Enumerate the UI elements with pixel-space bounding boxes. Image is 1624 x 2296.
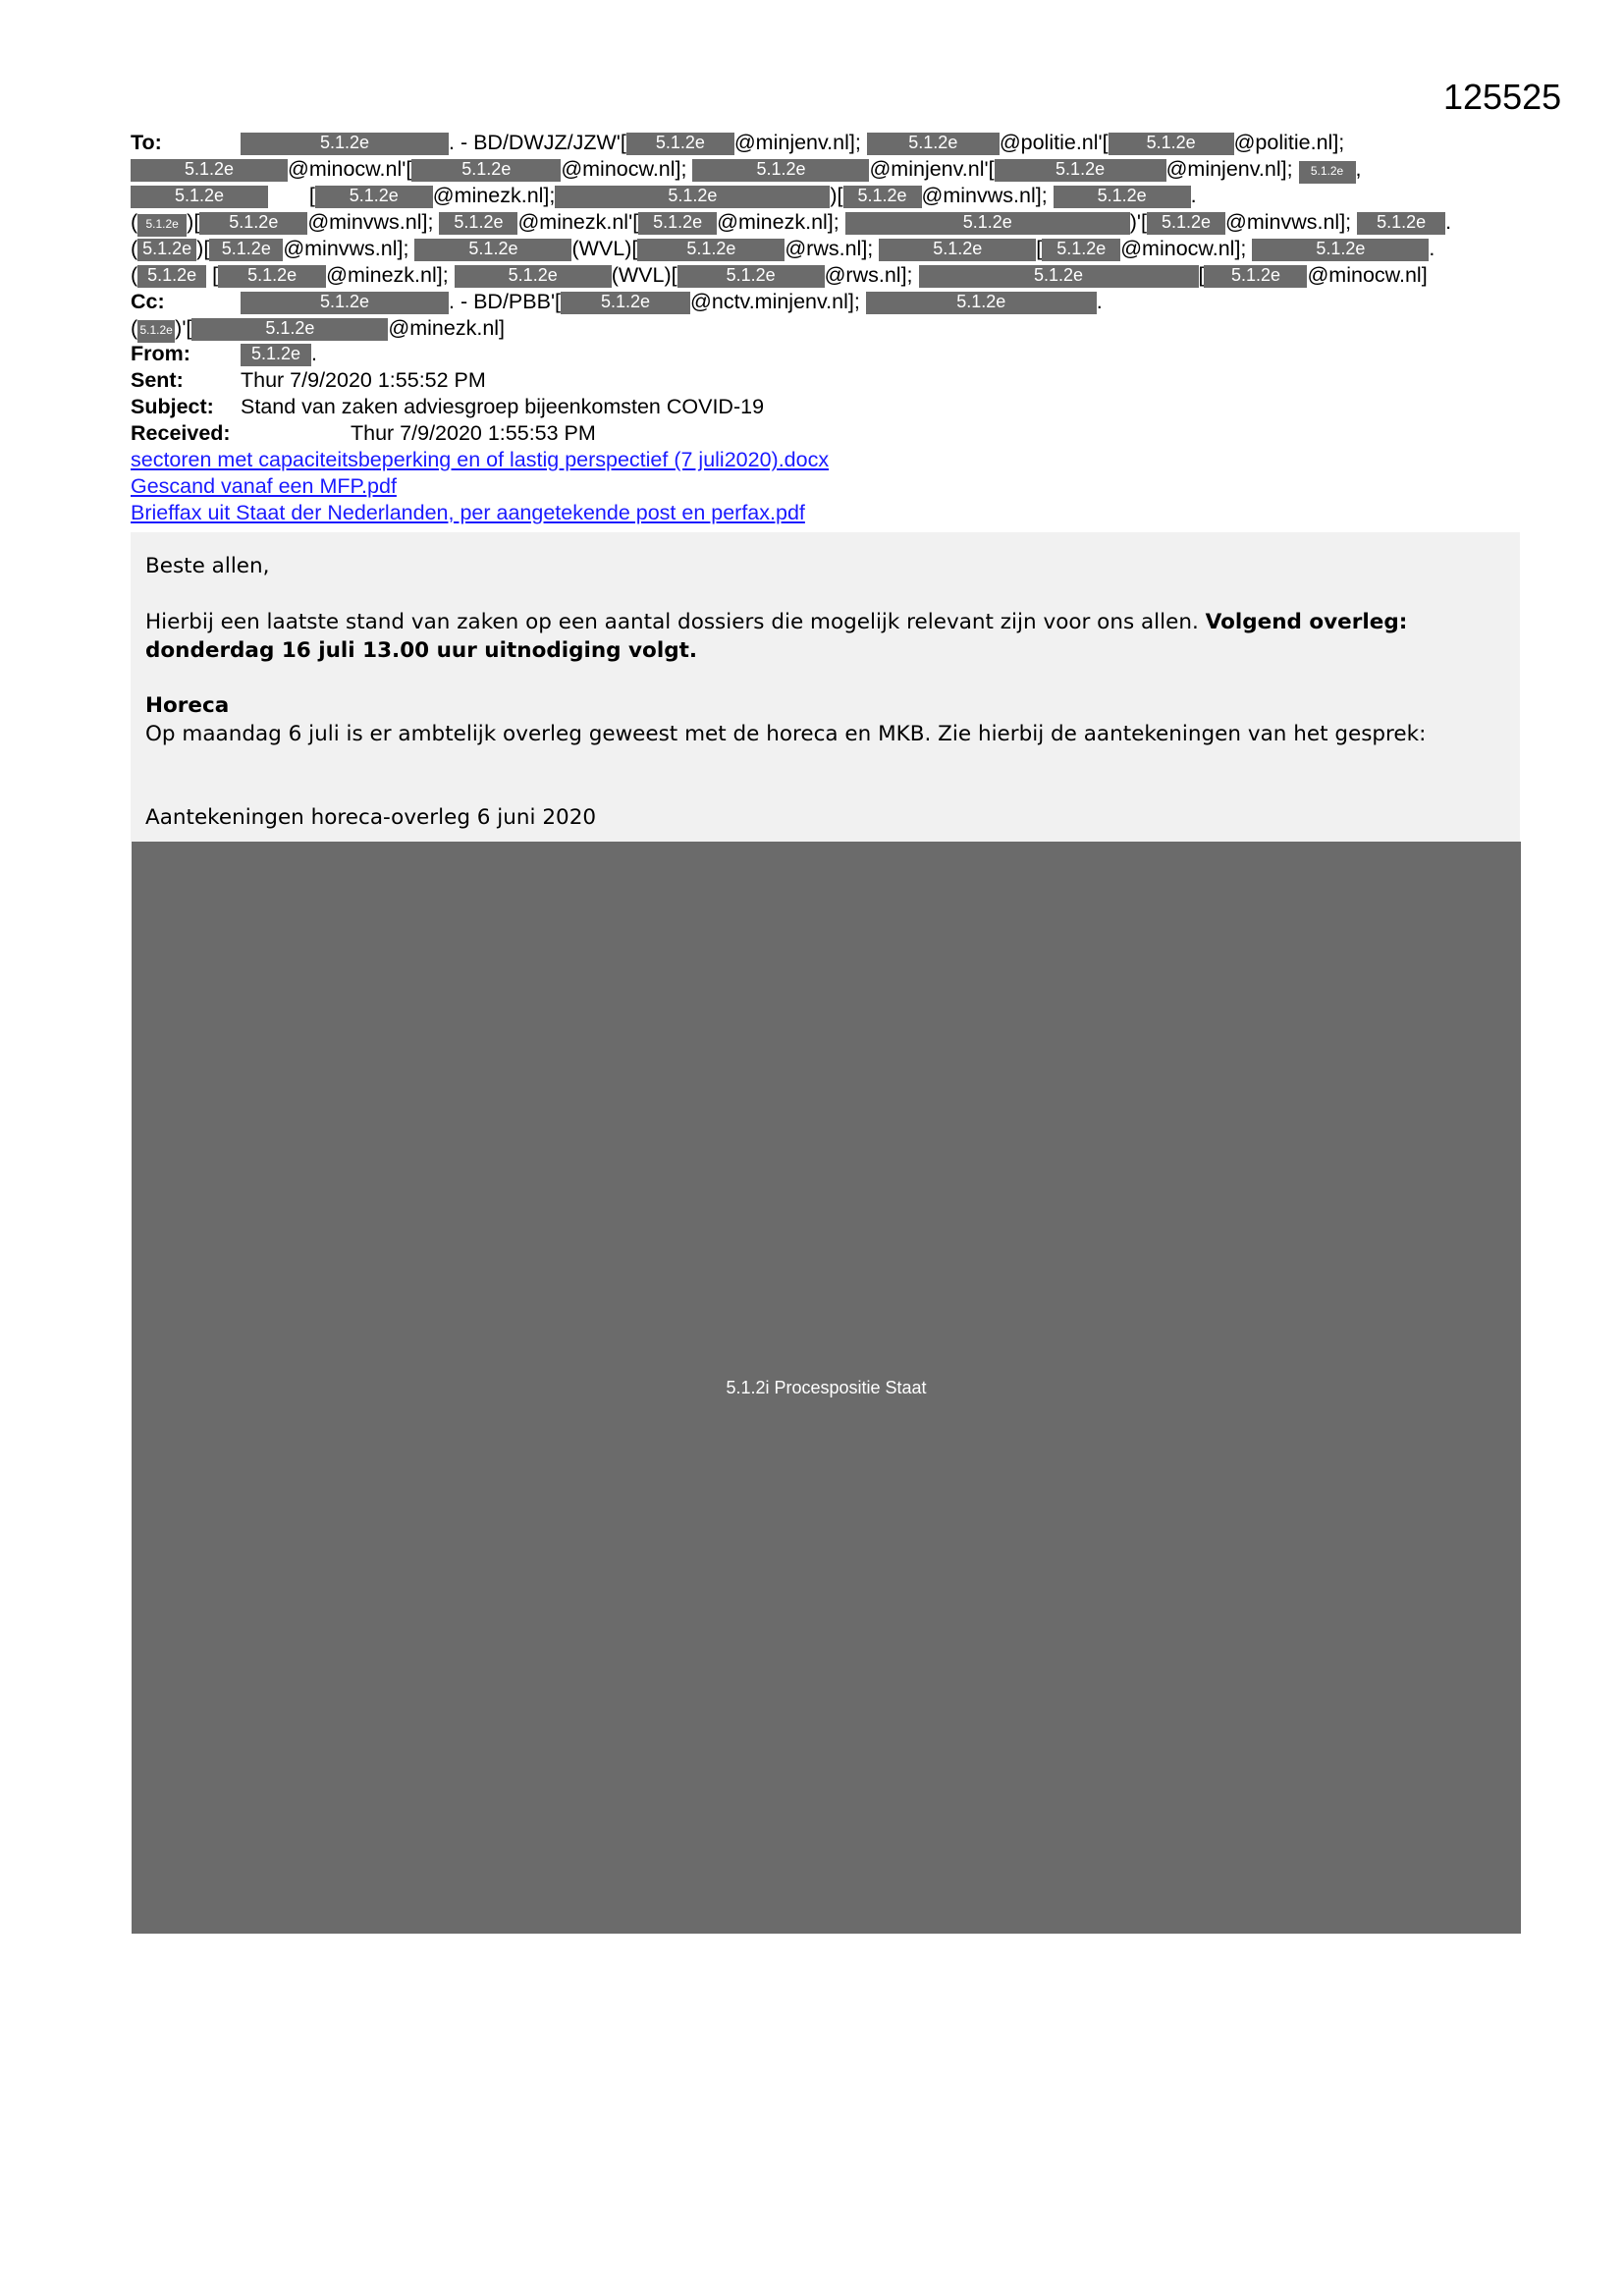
redaction: 5.1.2e [455,265,612,288]
greeting: Beste allen, [145,554,270,578]
redaction: 5.1.2e [677,265,825,288]
redaction: 5.1.2e [218,265,326,288]
recipients-block [131,130,1525,342]
redaction: 5.1.2e [866,292,1097,314]
cc-line-2: ( 5.1.2e )'[ 5.1.2e @minezk.nl] [131,315,1525,342]
next-meeting: Volgend overleg: donderdag 16 juli 13.00 uur uitnodiging volgt. [145,610,1408,663]
redaction: 5.1.2e [131,186,268,208]
cc-label: Cc: [131,290,165,313]
redaction: 5.1.2e [439,212,517,235]
redaction: 5.1.2e [137,214,187,237]
document-number: 125525 [1443,77,1562,117]
to-line-6: ( 5.1.2e [ 5.1.2e @minezk.nl]; 5.1.2e (WVL)[ 5.1.2e @rws.nl]; 5.1.2e [ 5.1.2e @minocw.nl] [131,263,1428,287]
redaction: 5.1.2e [209,239,283,261]
received-value: Thur 7/9/2020 1:55:53 PM [351,421,596,445]
subject-row [131,395,764,419]
subject-value: Stand van zaken adviesgroep bijeenkomsten COVID-19 [241,395,765,418]
received-label: Received: [131,421,231,445]
redaction: 5.1.2e [638,212,717,235]
redaction: 5.1.2e [315,186,433,208]
redaction: 5.1.2e [241,344,311,366]
to-label: To: [131,131,162,154]
redaction: 5.1.2e [1109,133,1234,155]
redaction: 5.1.2e [137,320,175,343]
redaction: 5.1.2e [637,239,785,261]
redaction: 5.1.2e [1299,161,1356,184]
redaction: 5.1.2e [241,292,449,314]
attachment-link[interactable]: sectoren met capaciteitsbeperking en of lastig perspectief (7 juli2020).docx [131,448,830,471]
redaction: 5.1.2e [919,265,1199,288]
to-line-5: ( 5.1.2e )[ 5.1.2e @minvws.nl]; 5.1.2e (WVL)[ 5.1.2e @rws.nl]; 5.1.2e [ 5.1.2e @minocw.nl]; 5.1.2e . [131,237,1435,260]
redaction: 5.1.2e [555,186,830,208]
notes-title: Aantekeningen horeca-overleg 6 juni 2020 [145,805,597,830]
attachment-link[interactable]: Brieffax uit Staat der Nederlanden, per aangetekende post en perfax.pdf [131,501,805,524]
to-line-3: 5.1.2e [ 5.1.2e @minezk.nl]; 5.1.2e )[ 5.1.2e @minvws.nl]; 5.1.2e . [131,183,1525,209]
redaction: 5.1.2e [199,212,307,235]
redaction: 5.1.2e [1357,212,1445,235]
redaction: 5.1.2e [845,212,1130,235]
received-row [131,421,596,446]
redaction: 5.1.2e [1204,265,1307,288]
from-row: From: 5.1.2e . [131,342,317,365]
redaction: 5.1.2e [626,133,734,155]
redaction: 5.1.2e [191,318,388,341]
redaction: 5.1.2e [411,159,561,182]
redaction: 5.1.2e [241,133,449,155]
section-title: Horeca [145,693,230,718]
redaction: 5.1.2e [1252,239,1429,261]
cc-line-1: Cc: 5.1.2e . - BD/PBB'[ 5.1.2e @nctv.minjenv.nl]; 5.1.2e . [131,290,1103,313]
from-label: From: [131,342,190,365]
redaction: 5.1.2e [137,239,196,261]
redaction: 5.1.2e [843,186,922,208]
redaction: 5.1.2e [561,292,690,314]
redaction: 5.1.2e [1147,212,1225,235]
sent-label: Sent: [131,368,184,392]
redaction: 5.1.2e [414,239,571,261]
redaction: 5.1.2e [131,159,288,182]
to-line-1: To: 5.1.2e . - BD/DWJZ/JZW'[ 5.1.2e @minjenv.nl]; 5.1.2e @politie.nl'[ 5.1.2e @politie.nl]; [131,131,1345,154]
section-text: Op maandag 6 juli is er ambtelijk overleg geweest met de horeca en MKB. Zie hierbij de aantekeningen van het gesprek: [145,722,1427,746]
to-line-4: ( 5.1.2e )[ 5.1.2e @minvws.nl]; 5.1.2e @minezk.nl'[ 5.1.2e @minezk.nl]; 5.1.2e )'[ 5.1.2e @minvws.nl]; 5.1.2e . [131,209,1525,236]
redaction: 5.1.2e [692,159,869,182]
large-redaction [132,842,1521,1934]
intro-paragraph: Hierbij een laatste stand van zaken op een aantal dossiers die mogelijk relevant zijn voor ons allen. Volgend overleg: donderdag 16 juli 13.00 uur uitnodiging volgt. [145,610,1408,663]
redaction: 5.1.2e [879,239,1036,261]
sent-value: Thur 7/9/2020 1:55:52 PM [241,368,486,392]
redaction: 5.1.2e [995,159,1166,182]
redaction: 5.1.2e [137,265,206,288]
large-redaction-label: 5.1.2i Procespositie Staat [726,1377,927,1397]
subject-label: Subject: [131,395,214,418]
redaction: 5.1.2e [867,133,1000,155]
redaction: 5.1.2e [1054,186,1191,208]
sent-row [131,368,486,393]
redaction: 5.1.2e [1042,239,1120,261]
to-line-2: 5.1.2e @minocw.nl'[ 5.1.2e @minocw.nl]; 5.1.2e @minjenv.nl'[ 5.1.2e @minjenv.nl]; 5.1.2e , [131,156,1525,183]
attachment-link[interactable]: Gescand vanaf een MFP.pdf [131,474,397,498]
